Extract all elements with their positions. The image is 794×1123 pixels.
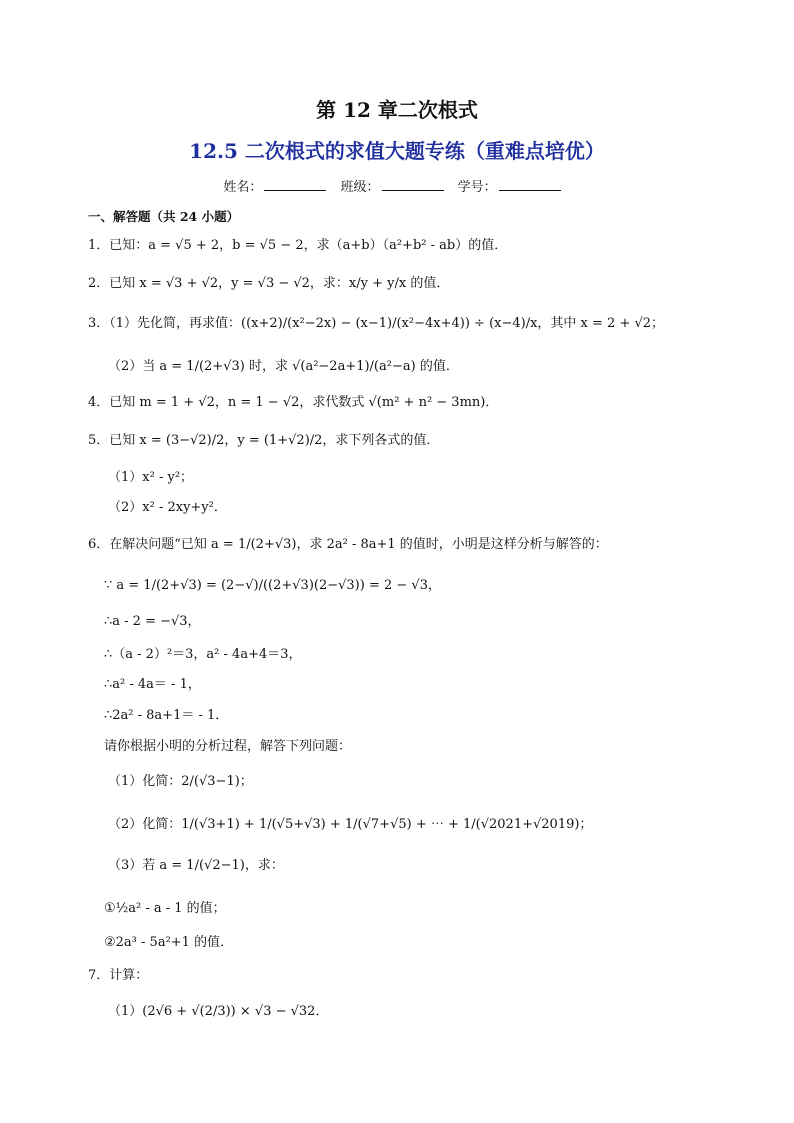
id-blank	[499, 178, 561, 191]
problem-6-instruction: 请你根据小明的分析过程，解答下列问题：	[104, 739, 352, 754]
problem-3-part-2: （2）当 a = 1/(2+√3) 时，求 √(a²−2a+1)/(a²−a) 的值．	[108, 359, 459, 374]
problem-6-step-4: ∴a² - 4a＝ - 1，	[104, 677, 201, 692]
section-title: 12.5 二次根式的求值大题专练（重难点培优）	[189, 139, 605, 163]
problem-6-question-3-a: ①½a² - a - 1 的值；	[104, 901, 226, 916]
problem-6: 6．在解决问题“已知 a = 1/(2+√3)，求 2a² - 8a+1 的值时，小明是这样分析与解答的：	[88, 537, 608, 552]
problem-6-step-1: ∵ a = 1/(2+√3) = (2−√)/((2+√3)(2−√3)) = 2 − √3，	[104, 578, 441, 593]
name-blank	[264, 178, 326, 191]
problem-6-question-2: （2）化简：1/(√3+1) + 1/(√5+√3) + 1/(√7+√5) + ⋯ + 1/(√2021+√2019)；	[108, 817, 593, 832]
student-info-row	[0, 176, 794, 195]
name-label: 姓名：	[223, 180, 263, 195]
problem-5-part-1: （1）x² - y²；	[108, 470, 194, 485]
problem-5-part-2: （2）x² - 2xy+y²．	[108, 500, 227, 515]
problem-6-question-3: （3）若 a = 1/(√2−1)，求：	[108, 858, 284, 873]
problem-6-step-3: ∴（a - 2）²＝3，a² - 4a+4＝3，	[104, 647, 302, 662]
problem-6-question-3-b: ②2a³ - 5a²+1 的值．	[104, 935, 234, 950]
problem-7: 7．计算：	[88, 968, 149, 983]
chapter-title: 第 12 章二次根式	[316, 98, 478, 122]
problem-7-part-1: （1）(2√6 + √(2/3)) × √3 − √32．	[108, 1004, 329, 1019]
class-blank	[382, 178, 444, 191]
problem-1: 1．已知：a = √5 + 2，b = √5 − 2，求（a+b）（a²+b² - ab）的值．	[88, 238, 508, 253]
section-heading: 一、解答题（共 24 小题）	[88, 209, 240, 224]
problem-3-part-1: 3．（1）先化简，再求值：((x+2)/(x²−2x) − (x−1)/(x²−4x+4)) ÷ (x−4)/x，其中 x = 2 + √2；	[88, 316, 665, 331]
problem-6-question-1: （1）化简：2/(√3−1)；	[108, 774, 253, 789]
class-label: 班级：	[340, 180, 380, 195]
problem-4: 4．已知 m = 1 + √2，n = 1 − √2，求代数式 √(m² + n² − 3mn)．	[88, 395, 499, 410]
problem-6-step-5: ∴2a² - 8a+1＝ - 1．	[104, 708, 229, 723]
problem-5: 5．已知 x = (3−√2)/2，y = (1+√2)/2，求下列各式的值．	[88, 433, 440, 448]
problem-6-step-2: ∴a - 2 = −√3，	[104, 614, 201, 629]
id-label: 学号：	[457, 180, 497, 195]
problem-2: 2．已知 x = √3 + √2，y = √3 − √2，求：x/y + y/x 的值．	[88, 276, 450, 291]
